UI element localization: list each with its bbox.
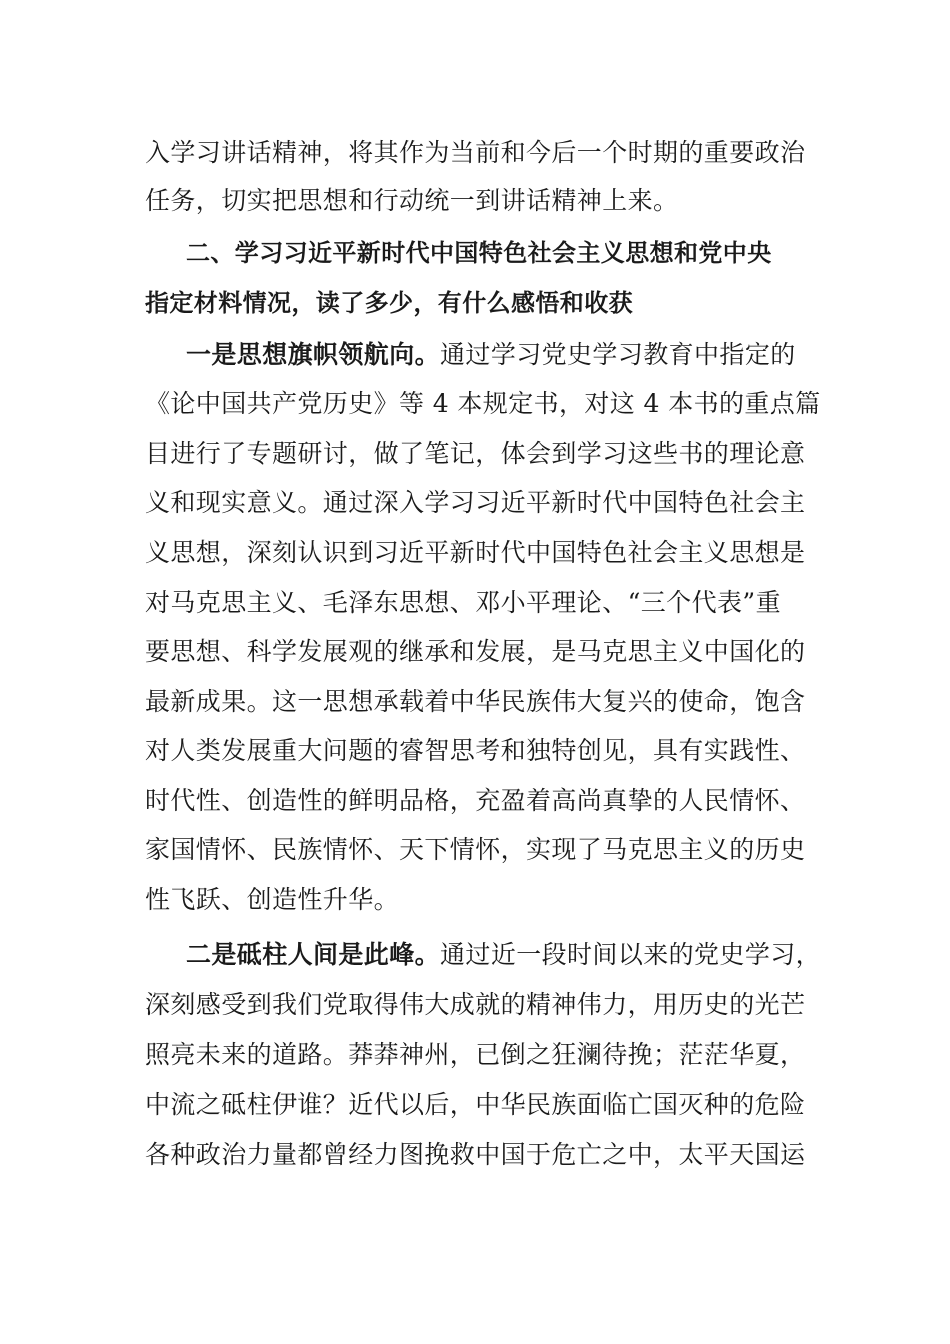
body-line: 目进行了专题研讨，做了笔记，体会到学习这些书的理论意 — [145, 439, 806, 468]
body-line: 义和现实意义。通过深入学习习近平新时代中国特色社会主 — [145, 488, 806, 517]
body-line: 对人类发展重大问题的睿智思考和独特创见，具有实践性、 — [145, 736, 806, 765]
point-lead: 一是思想旗帜领航向。 — [186, 340, 441, 369]
body-line: 对马克思主义、毛泽东思想、邓小平理论、“三个代表”重 — [145, 588, 781, 617]
paragraph-line — [186, 940, 821, 970]
body-line: 中流之砥柱伊谁？近代以后，中华民族面临亡国灭种的危险 — [145, 1090, 806, 1119]
body-line: 任务，切实把思想和行动统一到讲话精神上来。 — [145, 186, 679, 215]
section-heading: 二、学习习近平新时代中国特色社会主义思想和党中央 — [186, 239, 772, 267]
section-heading: 指定材料情况，读了多少，有什么感悟和收获 — [145, 289, 633, 317]
point-lead: 二是砥柱人间是此峰。 — [186, 940, 441, 969]
body-line: 性飞跃、创造性升华。 — [145, 885, 400, 914]
body-line: 照亮未来的道路。莽莽神州，已倒之狂澜待挽；茫茫华夏， — [145, 1040, 806, 1069]
body-line: 要思想、科学发展观的继承和发展，是马克思主义中国化的 — [145, 637, 806, 666]
body-line: 家国情怀、民族情怀、天下情怀，实现了马克思主义的历史 — [145, 835, 806, 864]
body-line: 最新成果。这一思想承载着中华民族伟大复兴的使命，饱含 — [145, 687, 806, 716]
body-line: 各种政治力量都曾经力图挽救中国于危亡之中，太平天国运 — [145, 1140, 806, 1169]
body-line: 深刻感受到我们党取得伟大成就的精神伟力，用历史的光芒 — [145, 990, 806, 1019]
paragraph-text: 通过学习党史学习教育中指定的 — [440, 340, 796, 369]
body-line: 入学习讲话精神，将其作为当前和今后一个时期的重要政治 — [145, 138, 806, 167]
body-line: 义思想，深刻认识到习近平新时代中国特色社会主义思想是 — [145, 538, 806, 567]
body-line: 时代性、创造性的鲜明品格，充盈着高尚真挚的人民情怀、 — [145, 786, 806, 815]
paragraph-line — [186, 340, 796, 370]
paragraph-text: 通过近一段时间以来的党史学习， — [440, 940, 822, 969]
body-line: 《论中国共产党历史》等 4 本规定书，对这 4 本书的重点篇 — [145, 389, 821, 418]
